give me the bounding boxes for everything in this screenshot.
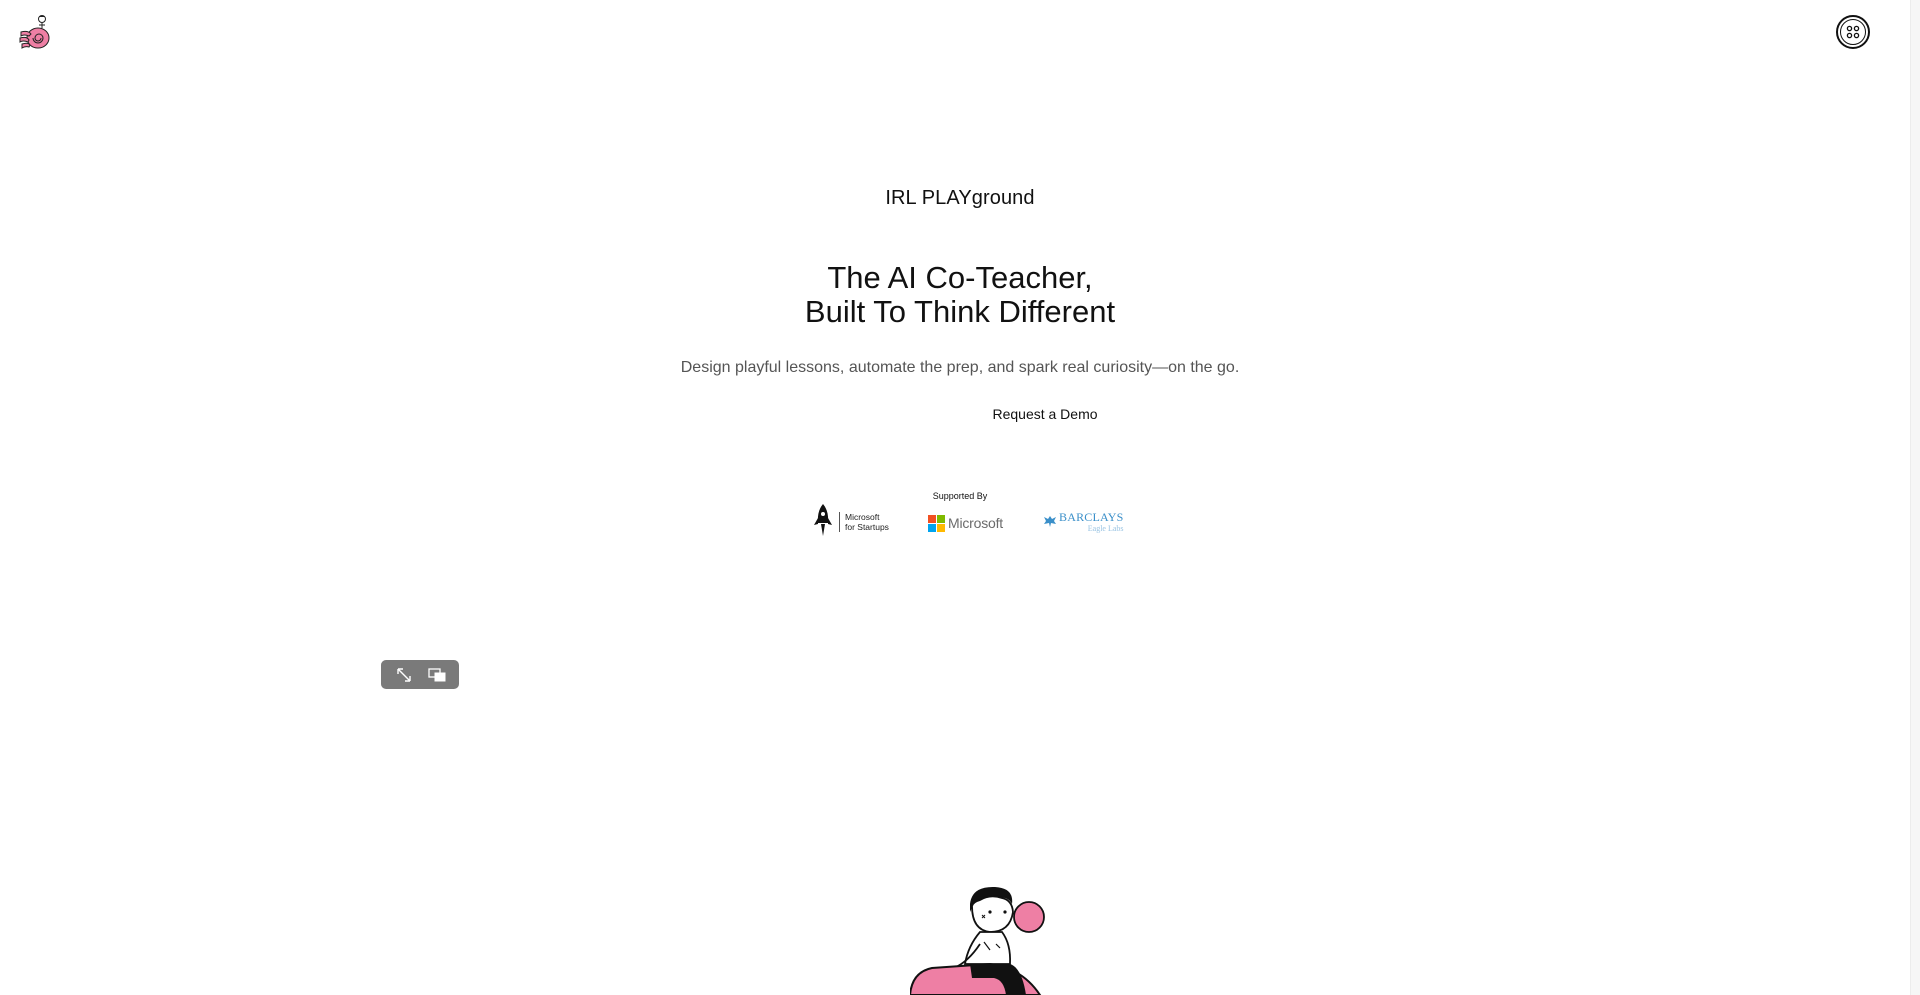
picture-in-picture-icon[interactable] bbox=[426, 664, 448, 686]
headline-line-2: Built To Think Different bbox=[804, 294, 1116, 329]
page-title bbox=[0, 261, 1920, 329]
kid-bubblegum-illustration bbox=[910, 882, 1060, 995]
eagle-labs-name: Eagle Labs bbox=[1087, 524, 1124, 533]
microsoft-wordmark: Microsoft bbox=[948, 515, 1003, 531]
barclays-eagle-labs-logo bbox=[1043, 510, 1124, 536]
request-demo-button[interactable]: Request a Demo bbox=[984, 404, 1106, 424]
four-dot-menu-icon bbox=[1840, 19, 1866, 45]
rocket-icon bbox=[813, 503, 833, 542]
expand-icon[interactable] bbox=[393, 664, 415, 686]
microsoft-for-startups-logo bbox=[813, 505, 889, 539]
menu-button[interactable] bbox=[1836, 15, 1870, 49]
startups-wordmark bbox=[839, 512, 889, 532]
microsoft-logo bbox=[928, 513, 1003, 533]
microsoft-squares-icon bbox=[928, 515, 945, 532]
barclays-name: BARCLAYS bbox=[1059, 510, 1124, 524]
barclays-wordmark bbox=[1059, 512, 1124, 534]
video-controls bbox=[381, 660, 459, 689]
supported-by-label: Supported By bbox=[932, 491, 988, 501]
hand-swirl-logo-icon[interactable] bbox=[18, 12, 56, 52]
brand-name: IRL PLAYground bbox=[885, 187, 1035, 209]
startups-line-1: Microsoft bbox=[845, 512, 880, 522]
subheadline: Design playful lessons, automate the prep, and spark real curiosity—on the go. bbox=[680, 359, 1240, 376]
page-scrollbar[interactable] bbox=[1910, 0, 1920, 995]
startups-line-2: for Startups bbox=[845, 522, 889, 532]
eagle-icon bbox=[1043, 514, 1057, 533]
headline-line-1: The AI Co-Teacher, bbox=[827, 260, 1093, 295]
